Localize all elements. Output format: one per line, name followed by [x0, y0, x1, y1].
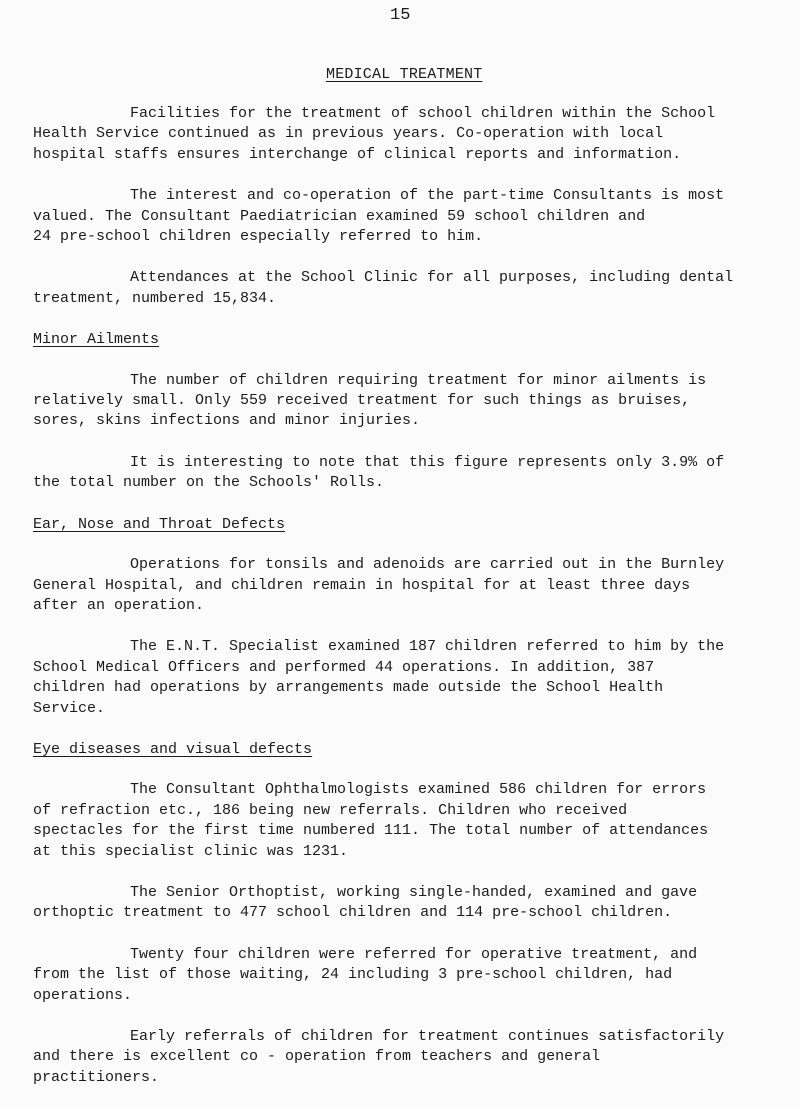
section-heading: Minor Ailments	[33, 331, 160, 349]
paragraph: The Senior Orthoptist, working single-handed, examined and gave orthoptic treatment to 477 school children and 114 pre-school children.	[33, 883, 698, 922]
paragraph: The E.N.T. Specialist examined 187 children referred to him by the School Medical Officers and performed 44 operations. In addition, 387 children had operations by arrangements made outside the School Health Service.	[33, 638, 725, 717]
minor-ailments-section	[33, 330, 793, 493]
document-body	[33, 104, 793, 1109]
ent-section	[33, 515, 793, 719]
paragraph: Facilities for the treatment of school children within the School Health Service continued as in previous years. Co-operation with local hospital staffs ensures interchange of clinical reports and information.	[33, 105, 716, 163]
document-title: MEDICAL TREATMENT	[326, 66, 483, 83]
paragraph: The Consultant Ophthalmologists examined 586 children for errors of refraction etc., 186 being new referrals. Children who received spectacles for the first time numbered 111. The total number of attendances at this specialist clinic was 1231.	[33, 781, 709, 860]
eye-section	[33, 740, 793, 1088]
paragraph: Attendances at the School Clinic for all purposes, including dental treatment, numbered 15,834.	[33, 269, 734, 307]
page-number: 15	[390, 6, 411, 25]
paragraph: The interest and co-operation of the part-time Consultants is most valued. The Consultant Paediatrician examined 59 school children and 24 pre-school children especially referred to him.	[33, 187, 725, 246]
section-heading: Eye diseases and visual defects	[33, 740, 313, 758]
paragraph: The number of children requiring treatment for minor ailments is relatively small. Only 559 received treatment for such things as bruises, sores, skins infections and minor injuries.	[33, 371, 707, 430]
paragraph: It is interesting to note that this figure represents only 3.9% of the total number on the Schools' Rolls.	[33, 453, 725, 492]
paragraph: Early referrals of children for treatment continues satisfactorily and there is excellent co - operation from teachers and general practitioners.	[33, 1028, 725, 1086]
paragraph: Twenty four children were referred for operative treatment, and from the list of those waiting, 24 including 3 pre-school children, had operations.	[33, 945, 698, 1004]
intro-section	[33, 104, 793, 309]
section-heading: Ear, Nose and Throat Defects	[33, 515, 286, 533]
paragraph: Operations for tonsils and adenoids are carried out in the Burnley General Hospital, and children remain in hospital for at least three days after an operation.	[33, 556, 725, 614]
